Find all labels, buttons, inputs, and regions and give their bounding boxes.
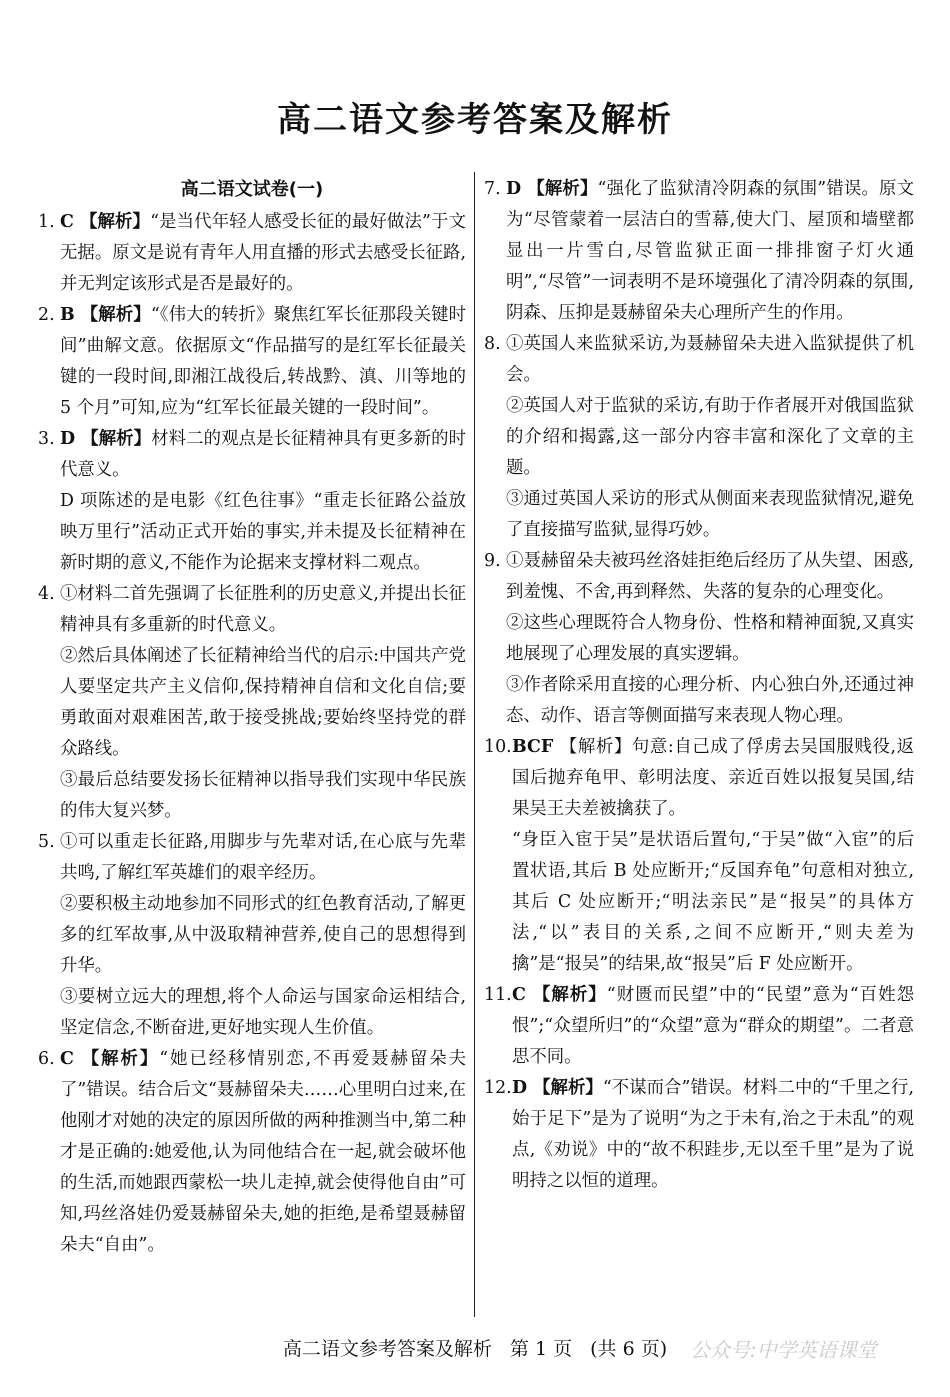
item-paragraph xyxy=(512,980,914,1073)
answer-letter: BCF xyxy=(512,737,554,757)
item-number: 9. xyxy=(484,551,501,571)
section-title: 高二语文试卷(一) xyxy=(180,179,324,200)
item-paragraph xyxy=(506,484,914,546)
item-paragraph xyxy=(506,174,914,329)
item-number: 7. xyxy=(484,179,501,199)
answer-item xyxy=(484,980,914,1073)
paragraph-text: ③要树立远大的理想,将个人命运与国家命运相结合,坚定信念,不断奋进,更好地实现人生价值。 xyxy=(60,987,466,1038)
answer-letter: D xyxy=(512,1078,528,1098)
item-number: 2. xyxy=(38,305,55,325)
item-number: 3. xyxy=(38,429,55,449)
paragraph-text: ③作者除采用直接的心理分析、内心独白外,还通过神态、动作、语言等侧面描写来表现人物心理。 xyxy=(506,675,914,726)
paragraph-text: ①可以重走长征路,用脚步与先辈对话,在心底与先辈共鸣,了解红军英雄们的艰辛经历。 xyxy=(60,832,466,883)
answer-item xyxy=(38,424,466,579)
item-paragraph xyxy=(512,732,914,825)
answer-item xyxy=(484,329,914,546)
item-paragraph xyxy=(60,889,466,982)
answer-item xyxy=(38,1044,466,1261)
answer-letter: C xyxy=(512,985,526,1005)
footer-page: 第 1 页 xyxy=(509,1338,573,1360)
paragraph-text: ①聂赫留朵夫被玛丝洛娃拒绝后经历了从失望、困惑,到羞愧、不舍,再到释然、失落的复杂的心理变化。 xyxy=(506,551,914,602)
paragraph-text: ②要积极主动地参加不同形式的红色教育活动,了解更多的红军故事,从中汲取精神营养,使自己的思想得到升华。 xyxy=(60,894,466,976)
analysis-tag: 【解析】 xyxy=(81,429,152,449)
analysis-tag: 【解析】 xyxy=(531,985,607,1005)
item-number: 10. xyxy=(484,737,512,757)
right-column xyxy=(484,174,914,1197)
item-paragraph xyxy=(60,765,466,827)
item-paragraph xyxy=(60,827,466,889)
item-number: 6. xyxy=(38,1049,55,1069)
item-paragraph xyxy=(512,1073,914,1197)
analysis-tag: 【解析】 xyxy=(527,179,598,199)
item-paragraph xyxy=(60,424,466,486)
analysis-tag: 【解析】 xyxy=(79,212,151,232)
paragraph-text: “不谋而合”错误。材料二中的“千里之行,始于足下”是为了说明“为之于未有,治之于未乱”的观点,《劝说》中的“故不积跬步,无以至千里”是为了说明持之以恒的道理。 xyxy=(512,1078,914,1191)
paragraph-text: ①材料二首先强调了长征胜利的历史意义,并提出长征精神具有多重新的时代意义。 xyxy=(60,584,466,635)
item-paragraph xyxy=(60,486,466,579)
answer-item xyxy=(38,207,466,300)
paragraph-text: ①英国人来监狱采访,为聂赫留朵夫进入监狱提供了机会。 xyxy=(506,334,914,385)
answer-item xyxy=(484,732,914,980)
paragraph-text: “强化了监狱清冷阴森的氛围”错误。原文为“尽管蒙着一层洁白的雪幕,使大门、屋顶和墙壁都显出一片雪白,尽管监狱正面一排排窗子灯火通明”,“尽管”一词表明不是环境强化了清冷阴森的氛围,阴森、压抑是聂赫留朵夫心理所产生的作用。 xyxy=(506,179,914,323)
item-paragraph xyxy=(506,391,914,484)
answer-item xyxy=(38,827,466,1044)
footer-total: (共 6 页) xyxy=(590,1338,668,1360)
answer-letter: B xyxy=(60,305,75,325)
item-paragraph xyxy=(512,825,914,980)
item-paragraph xyxy=(506,546,914,608)
left-answer-list xyxy=(38,207,466,1261)
analysis-tag: 【解析】 xyxy=(533,1078,603,1098)
paragraph-text: ③通过英国人采访的形式从侧面来表现监狱情况,避免了直接描写监狱,显得巧妙。 xyxy=(506,489,914,540)
item-paragraph xyxy=(60,641,466,765)
paragraph-text: “财匮而民望”中的“民望”意为“百姓怨恨”;“众望所归”的“众望”意为“群众的期望”。二者意思不同。 xyxy=(512,985,914,1067)
item-number: 4. xyxy=(38,584,55,604)
paragraph-text: “是当代年轻人感受长征的最好做法”于文无据。原文是说有青年人用直播的形式去感受长征路,并无判定该形式是否是最好的。 xyxy=(60,212,466,294)
item-number: 8. xyxy=(484,334,501,354)
item-number: 11. xyxy=(484,985,512,1005)
left-column xyxy=(38,174,466,1261)
paragraph-text: ③最后总结要发扬长征精神以指导我们实现中华民族的伟大复兴梦。 xyxy=(60,770,466,821)
footer-title: 高二语文参考答案及解析 xyxy=(282,1338,492,1360)
paragraph-text: ②英国人对于监狱的采访,有助于作者展开对俄国监狱的介绍和揭露,这一部分内容丰富和深化了文章的主题。 xyxy=(506,396,914,478)
item-paragraph xyxy=(60,982,466,1044)
item-paragraph xyxy=(60,1044,466,1261)
analysis-tag: 【解析】 xyxy=(79,1049,160,1069)
answer-item xyxy=(484,546,914,732)
answer-item xyxy=(484,174,914,329)
item-paragraph xyxy=(506,608,914,670)
item-number: 12. xyxy=(484,1078,512,1098)
item-paragraph xyxy=(60,207,466,300)
column-divider xyxy=(474,172,475,1317)
item-paragraph xyxy=(60,579,466,641)
paragraph-text: ②然后具体阐述了长征精神给当代的启示:中国共产党人要坚定共产主义信仰,保持精神自信和文化自信;要勇敢面对艰难困苦,敢于接受挑战;要始终坚持党的群众路线。 xyxy=(60,646,466,759)
paragraph-text: 【解析】句意:自己成了俘虏去吴国服贱役,返国后抛弃龟甲、彰明法度、亲近百姓以报复吴国,结果吴王夫差被擒获了。 xyxy=(512,737,914,819)
watermark: 公众号:中学英语课堂 xyxy=(690,1338,877,1362)
item-number: 1. xyxy=(38,212,55,232)
paragraph-text: ②这些心理既符合人物身份、性格和精神面貌,又真实地展现了心理发展的真实逻辑。 xyxy=(506,613,914,664)
paragraph-text: “《伟大的转折》聚焦红军长征那段关键时间”曲解文意。依据原文“作品描写的是红军长征最关键的一段时间,即湘江战役后,转战黔、滇、川等地的 5 个月”可知,应为“红军长征最关键的一段时间”。 xyxy=(60,305,466,418)
answer-item xyxy=(38,300,466,424)
right-answer-list xyxy=(484,174,914,1197)
item-number: 5. xyxy=(38,832,55,852)
answer-item xyxy=(38,579,466,827)
paragraph-text: “身臣入宦于吴”是状语后置句,“于吴”做“入宦”的后置状语,其后 B 处应断开;“反国弃龟”句意相对独立,其后 C 处应断开;“明法亲民”是“报吴”的具体方法,“以”表目的关系,之间不应断开,“则夫差为擒”是“报吴”的结果,故“报吴”后 F 处应断开。 xyxy=(512,830,914,974)
answer-letter: C xyxy=(60,212,74,232)
answer-item xyxy=(484,1073,914,1197)
paragraph-text: 材料二的观点是长征精神具有更多新的时代意义。 xyxy=(60,429,466,480)
item-paragraph xyxy=(506,329,914,391)
analysis-tag: 【解析】 xyxy=(80,305,151,325)
item-paragraph xyxy=(506,670,914,732)
answer-letter: C xyxy=(60,1049,74,1069)
paragraph-text: D 项陈述的是电影《红色往事》“重走长征路公益放映万里行”活动正式开始的事实,并未提及长征精神在新时期的意义,不能作为论据来支撑材料二观点。 xyxy=(60,491,466,573)
page-title: 高二语文参考答案及解析 xyxy=(277,100,673,140)
paragraph-text: “她已经移情别恋,不再爱聂赫留朵夫了”错误。结合后文“聂赫留朵夫……心里明白过来,在他刚才对她的决定的原因所做的两种推测当中,第二种才是正确的:她爱他,认为同他结合在一起,就会破坏他的生活,而她跟西蒙松一块儿走掉,就会使得他自由”可知,玛丝洛娃仍爱聂赫留朵夫,她的拒绝,是希望聂赫留朵夫“自由”。 xyxy=(60,1049,466,1255)
answer-letter: D xyxy=(60,429,76,449)
answer-letter: D xyxy=(506,179,522,199)
item-paragraph xyxy=(60,300,466,424)
